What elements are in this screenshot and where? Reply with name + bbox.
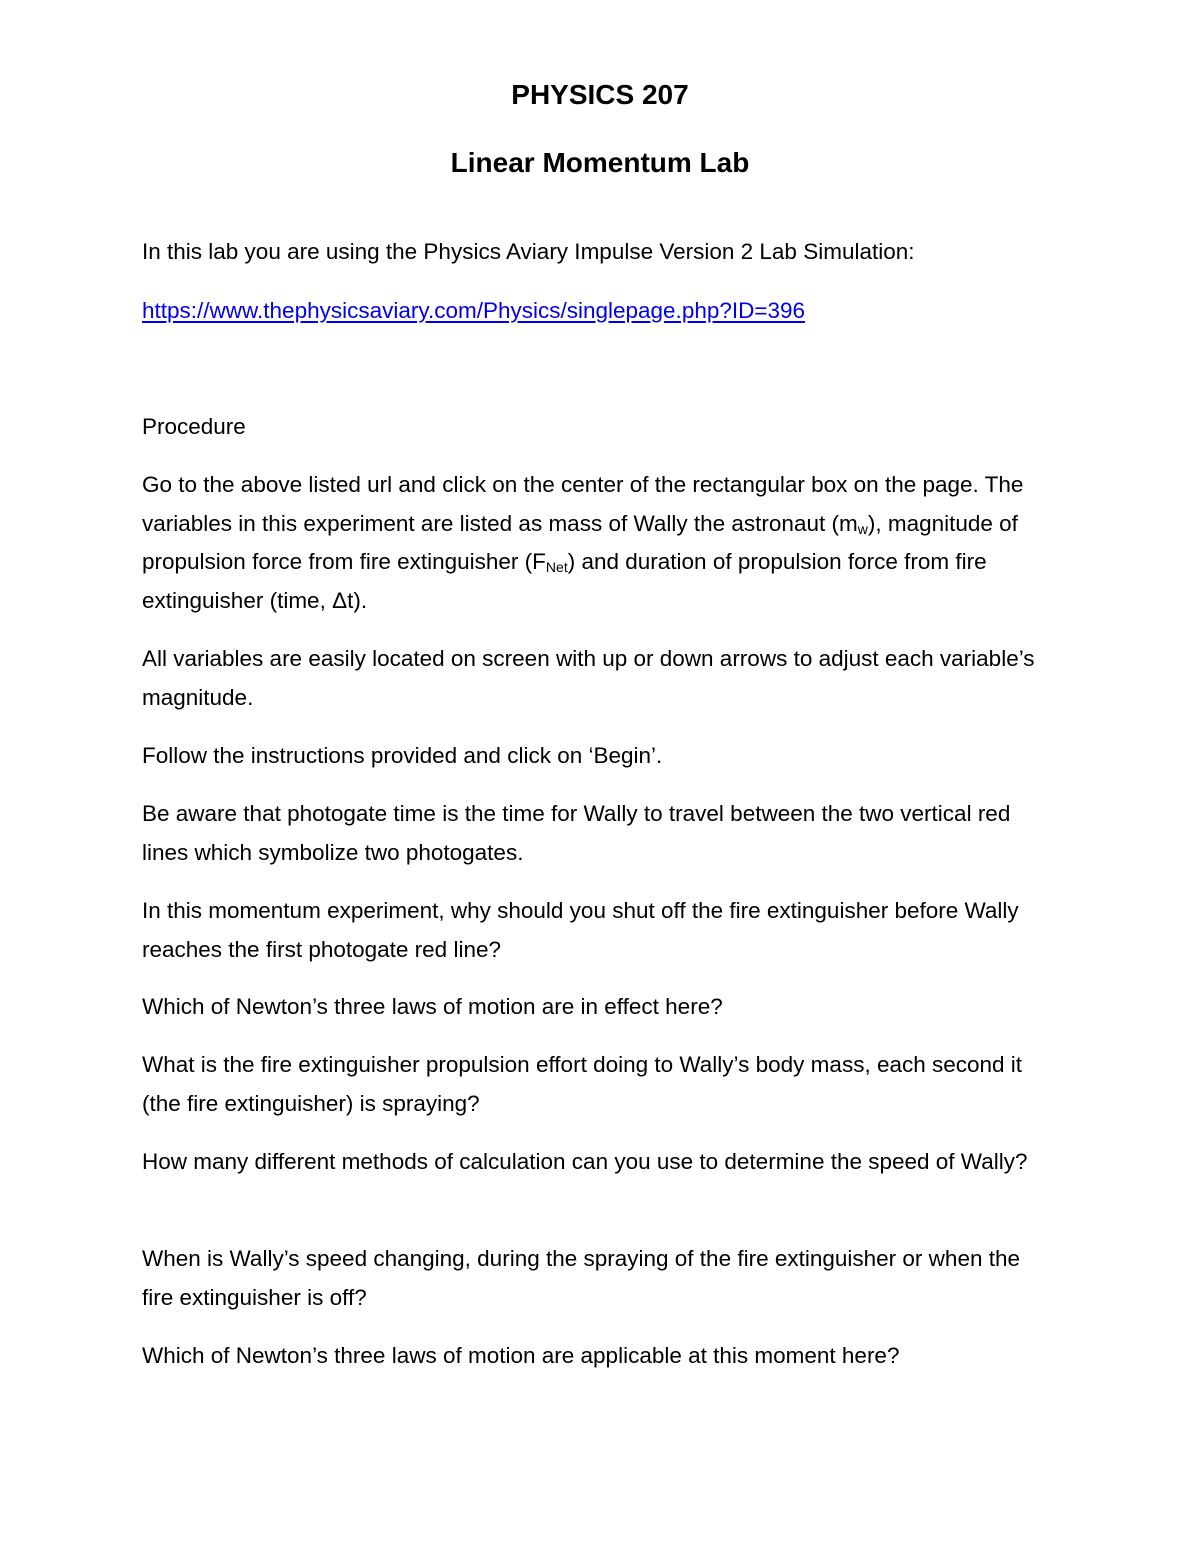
url-paragraph [142,292,1057,331]
question-propulsion-effort: What is the fire extinguisher propulsion effort doing to Wally’s body mass, each second it (the fire extinguisher) is spraying? [142,1052,1023,1116]
question-speed-changing: When is Wally’s speed changing, during the spraying of the fire extinguisher or when the fire extinguisher is off? [142,1246,1020,1310]
course-heading: PHYSICS 207 [511,79,689,110]
fnet-subscript: Net [545,559,568,575]
simulation-link[interactable]: https://www.thephysicsaviary.com/Physics/singlepage.php?ID=396 [142,298,806,323]
question-newton-laws-applicable: Which of Newton’s three laws of motion are applicable at this moment here? [142,1343,900,1368]
procedure-heading: Procedure [142,414,246,439]
procedure-paragraph-variables [142,466,1057,620]
procedure-paragraph-arrows: All variables are easily located on screen with up or down arrows to adjust each variable’s magnitude. [142,646,1035,710]
variables-text-part-1: Go to the above listed url and click on the center of the rectangular box on the page. The variables in this experiment are listed as mass of Wally the astronaut (m [142,472,1024,536]
variables-text-part-3: ) and duration of propulsion force from fire extinguisher (time, Δt). [142,549,987,613]
intro-paragraph: In this lab you are using the Physics Aviary Impulse Version 2 Lab Simulation: [142,239,915,264]
question-calculation-methods: How many different methods of calculation can you use to determine the speed of Wally? [142,1149,1028,1174]
procedure-paragraph-photogate: Be aware that photogate time is the time for Wally to travel between the two vertical red lines which symbolize two photogates. [142,801,1011,865]
mw-subscript: w [857,520,868,537]
variables-text-part-2: ), magnitude of propulsion force from fire extinguisher (F [142,510,1018,574]
question-newton-laws-effect: Which of Newton’s three laws of motion are in effect here? [142,994,723,1019]
lab-title: Linear Momentum Lab [450,147,750,178]
question-shut-off: In this momentum experiment, why should you shut off the fire extinguisher before Wally reaches the first photogate red line? [142,898,1019,962]
procedure-paragraph-begin: Follow the instructions provided and click on ‘Begin’. [142,743,663,768]
